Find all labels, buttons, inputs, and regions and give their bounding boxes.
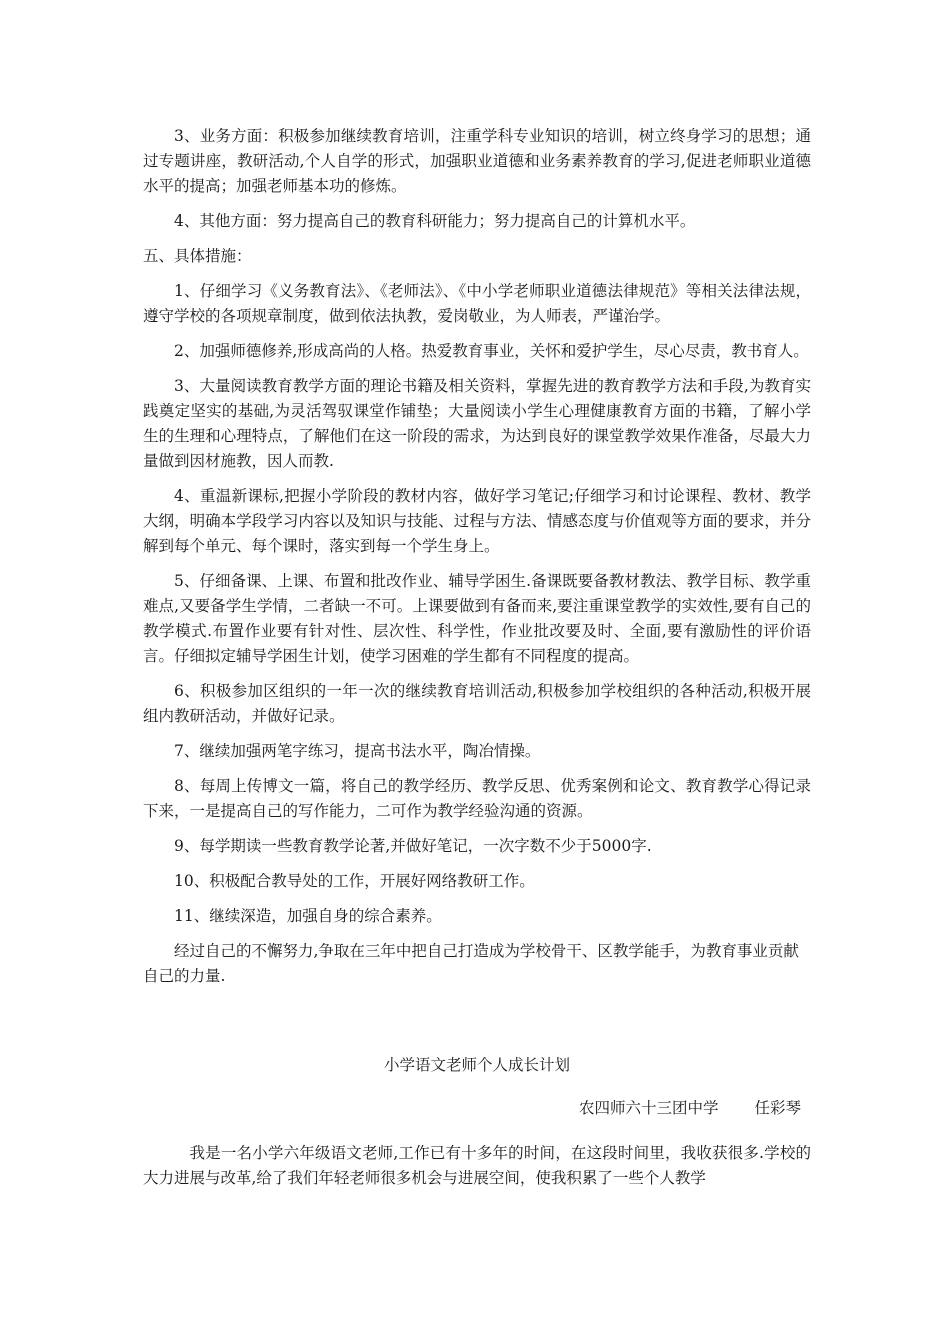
paragraph-item-3: 3、业务方面：积极参加继续教育培训，注重学科专业知识的培训，树立终身学习的思想；通过专题讲座，教研活动,个人自学的形式，加强职业道德和业务素养教育的学习,促进老师职业道德水平的提高；加强老师基本功的修炼。 <box>143 127 811 195</box>
measure-item-5: 5、仔细备课、上课、布置和批改作业、辅导学困生.备课既要备教材教法、教学目标、教学重难点,又要备学生学情，二者缺一不可。上课要做到有备而来,要注重课堂教学的实效性,要有自己的教学模式.布置作业要有针对性、层次性、科学性，作业批改要及时、全面,要有激励性的评价语言。仔细拟定辅导学困生计划，使学习困难的学生都有不同程度的提高。 <box>143 572 811 665</box>
measure-item-2: 2、加强师德修养,形成高尚的人格。热爱教育事业，关怀和爱护学生，尽心尽责，教书育人。 <box>174 342 809 360</box>
paragraph-item-4: 4、其他方面：努力提高自己的教育科研能力；努力提高自己的计算机水平。 <box>174 212 696 230</box>
measure-item-6: 6、积极参加区组织的一年一次的继续教育培训活动,积极参加学校组织的各种活动,积极开展组内教研活动，并做好记录。 <box>143 682 811 725</box>
measure-item-8: 8、每周上传博文一篇，将自己的教学经历、教学反思、优秀案例和论文、教育教学心得记录下来，一是提高自己的写作能力，二可作为教学经验沟通的资源。 <box>143 777 811 820</box>
closing-paragraph: 经过自己的不懈努力,争取在三年中把自己打造成为学校骨干、区教学能手，为教育事业贡献自己的力量. <box>143 942 799 985</box>
measure-item-1: 1、仔细学习《义务教育法》、《老师法》、《中小学老师职业道德法律规范》等相关法律法规，遵守学校的各项规章制度，做到依法执教，爱岗敬业，为人师表，严谨治学。 <box>143 282 811 325</box>
measure-item-11: 11、继续深造，加强自身的综合素养。 <box>174 907 442 925</box>
document-page <box>143 124 811 1191</box>
measure-item-4: 4、重温新课标,把握小学阶段的教材内容，做好学习笔记;仔细学习和讨论课程、教材、教学大纲，明确本学段学习内容以及知识与技能、过程与方法、情感态度与价值观等方面的要求，并分解到每个单元、每个课时，落实到每一个学生身上。 <box>143 487 811 555</box>
measure-item-10: 10、积极配合教导处的工作，开展好网络教研工作。 <box>174 872 535 890</box>
school-name: 农四师六十三团中学 <box>578 1099 719 1117</box>
author-name: 任彩琴 <box>754 1099 801 1117</box>
measure-item-7: 7、继续加强两笔字练习，提高书法水平，陶冶情操。 <box>174 742 541 760</box>
article-title: 小学语文老师个人成长计划 <box>383 1056 570 1074</box>
measure-item-3: 3、大量阅读教育教学方面的理论书籍及相关资料，掌握先进的教育教学方法和手段,为教育实践奠定坚实的基础,为灵活驾驭课堂作铺垫；大量阅读小学生心理健康教育方面的书籍，了解小学生的生理和心理特点，了解他们在这一阶段的需求，为达到良好的课堂教学效果作准备，尽最大力量做到因材施教，因人而教. <box>143 377 811 470</box>
author-line <box>143 1096 801 1123</box>
measure-item-9: 9、每学期读一些教育教学论著,并做好笔记，一次字数不少于5000字. <box>174 837 652 855</box>
intro-paragraph: 我是一名小学六年级语文老师,工作已有十多年的时间，在这段时间里，我收获很多.学校的大力进展与改革,给了我们年轻老师很多机会与进展空间，使我积累了一些个人教学 <box>143 1144 811 1187</box>
section-heading-measures: 五、具体措施： <box>143 247 252 265</box>
